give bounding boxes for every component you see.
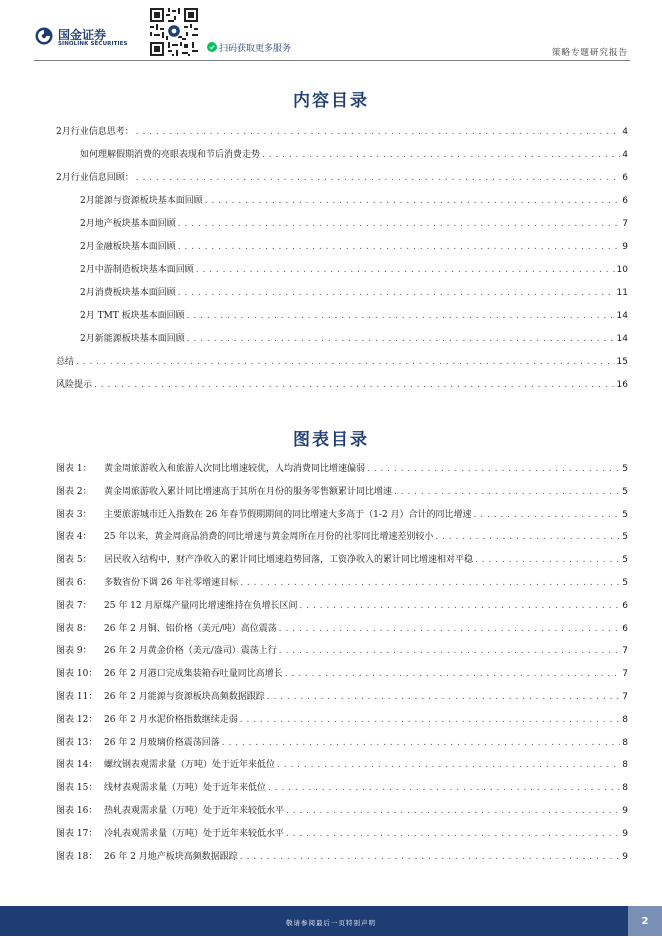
figure-entry[interactable] xyxy=(56,712,628,735)
figure-number: 图表 9： xyxy=(56,646,92,657)
figure-entry-label: 主要旅游城市迁入指数在 26 年春节假期期间的同比增速大多高于（1-2 月）合计的同比增速 xyxy=(104,509,472,520)
dot-leader xyxy=(394,487,620,497)
toc-entry-label: 2月行业信息思考： xyxy=(56,127,134,137)
figure-entry[interactable] xyxy=(56,849,628,872)
toc-entry[interactable] xyxy=(56,239,628,262)
wechat-scan-icon xyxy=(207,42,217,52)
scan-for-services-text: 扫码获取更多服务 xyxy=(219,44,292,54)
figure-entry[interactable] xyxy=(56,621,628,644)
dot-leader xyxy=(178,219,621,229)
qr-code-icon[interactable] xyxy=(148,6,200,58)
toc-entry-label: 2月能源与资源板块基本面回顾 xyxy=(80,196,203,206)
figure-entry-label: 26 年 2 月黄金价格（美元/盎司）震荡上行 xyxy=(104,646,277,657)
toc-entry[interactable] xyxy=(56,308,628,331)
figure-entry-page: 9 xyxy=(622,805,628,816)
figure-entry[interactable] xyxy=(56,666,628,689)
contents-list xyxy=(56,124,628,400)
toc-entry[interactable] xyxy=(56,262,628,285)
dot-leader xyxy=(136,173,621,183)
figure-entry-label: 居民收入结构中，财产净收入的累计同比增速趋势回落，工资净收入的累计同比增速相对平稳 xyxy=(104,555,474,566)
figure-entry-page: 6 xyxy=(622,623,628,634)
dot-leader xyxy=(435,532,620,542)
toc-entry-page: 15 xyxy=(616,357,628,367)
dot-leader xyxy=(475,555,620,565)
dot-leader xyxy=(240,852,621,862)
figure-number: 图表 15： xyxy=(56,783,98,794)
toc-entry-page: 4 xyxy=(622,150,628,160)
figure-entry-label: 26 年 2 月地产板块高频数据跟踪 xyxy=(104,851,238,862)
figure-number: 图表 10： xyxy=(56,669,98,680)
figure-entry[interactable] xyxy=(56,598,628,621)
header-divider xyxy=(34,60,630,61)
figure-entry-page: 7 xyxy=(622,691,628,702)
figure-entry[interactable] xyxy=(56,689,628,712)
figure-entry[interactable] xyxy=(56,507,628,530)
toc-entry[interactable] xyxy=(56,193,628,216)
figure-entry-page: 7 xyxy=(622,669,628,680)
dot-leader xyxy=(187,334,615,344)
toc-entry-page: 4 xyxy=(622,127,628,137)
toc-entry[interactable] xyxy=(56,377,628,400)
footer-disclaimer: 敬请参阅最后一页特别声明 xyxy=(286,919,376,927)
figure-entry-page: 6 xyxy=(622,600,628,611)
figure-entry-page: 8 xyxy=(622,783,628,794)
dot-leader xyxy=(178,242,621,252)
toc-entry-label: 2月行业信息回顾： xyxy=(56,173,134,183)
toc-entry-page: 6 xyxy=(622,173,628,183)
toc-entry[interactable] xyxy=(56,331,628,354)
figure-entry-page: 9 xyxy=(622,851,628,862)
figure-entry-page: 9 xyxy=(622,828,628,839)
figure-number: 图表 7： xyxy=(56,600,92,611)
dot-leader xyxy=(279,646,620,656)
toc-entry[interactable] xyxy=(56,170,628,193)
page-header xyxy=(0,0,662,62)
figure-entry-label: 黄金周旅游收入累计同比增速高于其所在月份的服务零售额累计同比增速 xyxy=(104,486,393,497)
figure-entry-page: 8 xyxy=(622,760,628,771)
toc-entry-label: 2月中游制造板块基本面回顾 xyxy=(80,265,194,275)
toc-entry-page: 11 xyxy=(616,288,628,298)
figure-entry-label: 26 年 2 月水泥价格指数继续走弱 xyxy=(104,714,238,725)
toc-entry-label: 风险提示 xyxy=(56,380,93,390)
figure-entry-label: 线材表观需求量（万吨）处于近年来低位 xyxy=(104,783,267,794)
toc-entry-label: 2月地产板块基本面回顾 xyxy=(80,219,176,229)
figure-entry-page: 5 xyxy=(622,509,628,520)
dot-leader xyxy=(196,265,615,275)
dot-leader xyxy=(285,669,621,679)
dot-leader xyxy=(279,624,620,634)
dot-leader xyxy=(300,601,621,611)
figure-entry-page: 5 xyxy=(622,577,628,588)
figure-entry[interactable] xyxy=(56,461,628,484)
figure-entry[interactable] xyxy=(56,780,628,803)
sinolink-logo-icon xyxy=(35,27,53,45)
toc-entry-page: 14 xyxy=(616,311,628,321)
dot-leader xyxy=(277,760,620,770)
figure-entry-label: 冷轧表观需求量（万吨）处于近年来较低水平 xyxy=(104,828,285,839)
figure-entry[interactable] xyxy=(56,826,628,849)
dot-leader xyxy=(76,357,615,367)
figure-entry-label: 黄金周旅游收入和旅游人次同比增速较优，人均消费同比增速偏弱 xyxy=(104,464,366,474)
toc-entry-label: 2月 TMT 板块基本面回顾 xyxy=(80,311,185,321)
figures-list xyxy=(56,461,628,871)
page-number: 2 xyxy=(628,906,662,936)
figure-number: 图表 6： xyxy=(56,577,92,588)
toc-entry-page: 7 xyxy=(622,219,628,229)
dot-leader xyxy=(367,464,620,474)
dot-leader xyxy=(286,806,620,816)
toc-entry-page: 14 xyxy=(616,334,628,344)
figure-entry[interactable] xyxy=(56,643,628,666)
figure-number: 图表 18： xyxy=(56,851,98,862)
figures-title: 图表目录 xyxy=(293,430,369,450)
figure-number: 图表 3： xyxy=(56,509,92,520)
figure-number: 图表 12： xyxy=(56,714,98,725)
figure-number: 图表 16： xyxy=(56,805,98,816)
dot-leader xyxy=(205,196,621,206)
figure-entry-label: 26 年 2 月铜、铝价格（美元/吨）高位震荡 xyxy=(104,623,277,634)
toc-entry-label: 总结 xyxy=(56,357,75,367)
figure-entry[interactable] xyxy=(56,803,628,826)
figure-number: 图表 2： xyxy=(56,486,92,497)
figure-number: 图表 14： xyxy=(56,760,98,771)
figure-entry[interactable] xyxy=(56,552,628,575)
logo-english-name: SINOLINK SECURITIES xyxy=(58,41,128,47)
figure-number: 图表 13： xyxy=(56,737,98,748)
toc-entry[interactable] xyxy=(56,285,628,308)
dot-leader xyxy=(222,738,621,748)
figure-entry[interactable] xyxy=(56,575,628,598)
figure-entry-page: 7 xyxy=(622,646,628,657)
figure-entry-page: 8 xyxy=(622,737,628,748)
toc-entry-label: 2月金融板块基本面回顾 xyxy=(80,242,176,252)
toc-entry[interactable] xyxy=(56,216,628,239)
toc-entry-page: 9 xyxy=(622,242,628,252)
figure-entry[interactable] xyxy=(56,529,628,552)
figure-entry-label: 26 年 2 月玻璃价格震荡回落 xyxy=(104,737,220,748)
figure-number: 图表 8： xyxy=(56,623,92,634)
figure-entry-label: 26 年 2 月能源与资源板块高频数据跟踪 xyxy=(104,691,265,702)
figure-number: 图表 5： xyxy=(56,555,92,566)
figure-entry-label: 26 年 2 月港口完成集装箱吞吐量同比高增长 xyxy=(104,669,283,680)
figure-number: 图表 17： xyxy=(56,828,98,839)
figure-entry[interactable] xyxy=(56,757,628,780)
dot-leader xyxy=(240,715,621,725)
figure-entry-label: 多数省份下调 26 年社零增速目标 xyxy=(104,577,239,588)
toc-entry-page: 6 xyxy=(622,196,628,206)
figure-entry[interactable] xyxy=(56,484,628,507)
dot-leader xyxy=(268,783,620,793)
figure-entry[interactable] xyxy=(56,735,628,758)
figure-entry-label: 螺纹钢表观需求量（万吨）处于近年来低位 xyxy=(104,760,276,771)
toc-entry-page: 10 xyxy=(616,265,628,275)
toc-entry-label: 如何理解假期消费的亮眼表现和节后消费走势 xyxy=(80,150,261,160)
figure-entry-label: 热轧表观需求量（万吨）处于近年来较低水平 xyxy=(104,805,285,816)
toc-entry-label: 2月消费板块基本面回顾 xyxy=(80,288,176,298)
logo-chinese-name: 国金证券 xyxy=(58,28,107,42)
dot-leader xyxy=(267,692,621,702)
figure-entry-page: 5 xyxy=(622,555,628,566)
dot-leader xyxy=(286,829,620,839)
toc-entry-label: 2月新能源板块基本面回顾 xyxy=(80,334,185,344)
report-type-label: 策略专题研究报告 xyxy=(551,48,628,58)
toc-entry[interactable] xyxy=(56,124,628,147)
figure-entry-label: 25 年以来，黄金周商品消费的同比增速与黄金周所在月份的社零同比增速差别较小 xyxy=(104,532,434,543)
dot-leader xyxy=(240,578,620,588)
toc-entry[interactable] xyxy=(56,147,628,170)
dot-leader xyxy=(94,380,615,390)
figure-entry-page: 8 xyxy=(622,714,628,725)
figure-entry-label: 25 年 12 月原煤产量同比增速维持在负增长区间 xyxy=(104,600,298,611)
figure-entry-page: 5 xyxy=(622,532,628,543)
dot-leader xyxy=(136,127,621,137)
contents-title: 内容目录 xyxy=(293,91,369,111)
figure-number: 图表 1： xyxy=(56,464,92,474)
figure-number: 图表 11： xyxy=(56,691,98,702)
dot-leader xyxy=(474,510,621,520)
figure-entry-page: 5 xyxy=(622,486,628,497)
toc-entry-page: 16 xyxy=(616,380,628,390)
figure-entry-page: 5 xyxy=(622,464,628,474)
figure-number: 图表 4： xyxy=(56,532,92,543)
dot-leader xyxy=(187,311,615,321)
dot-leader xyxy=(178,288,615,298)
dot-leader xyxy=(262,150,620,160)
toc-entry[interactable] xyxy=(56,354,628,377)
